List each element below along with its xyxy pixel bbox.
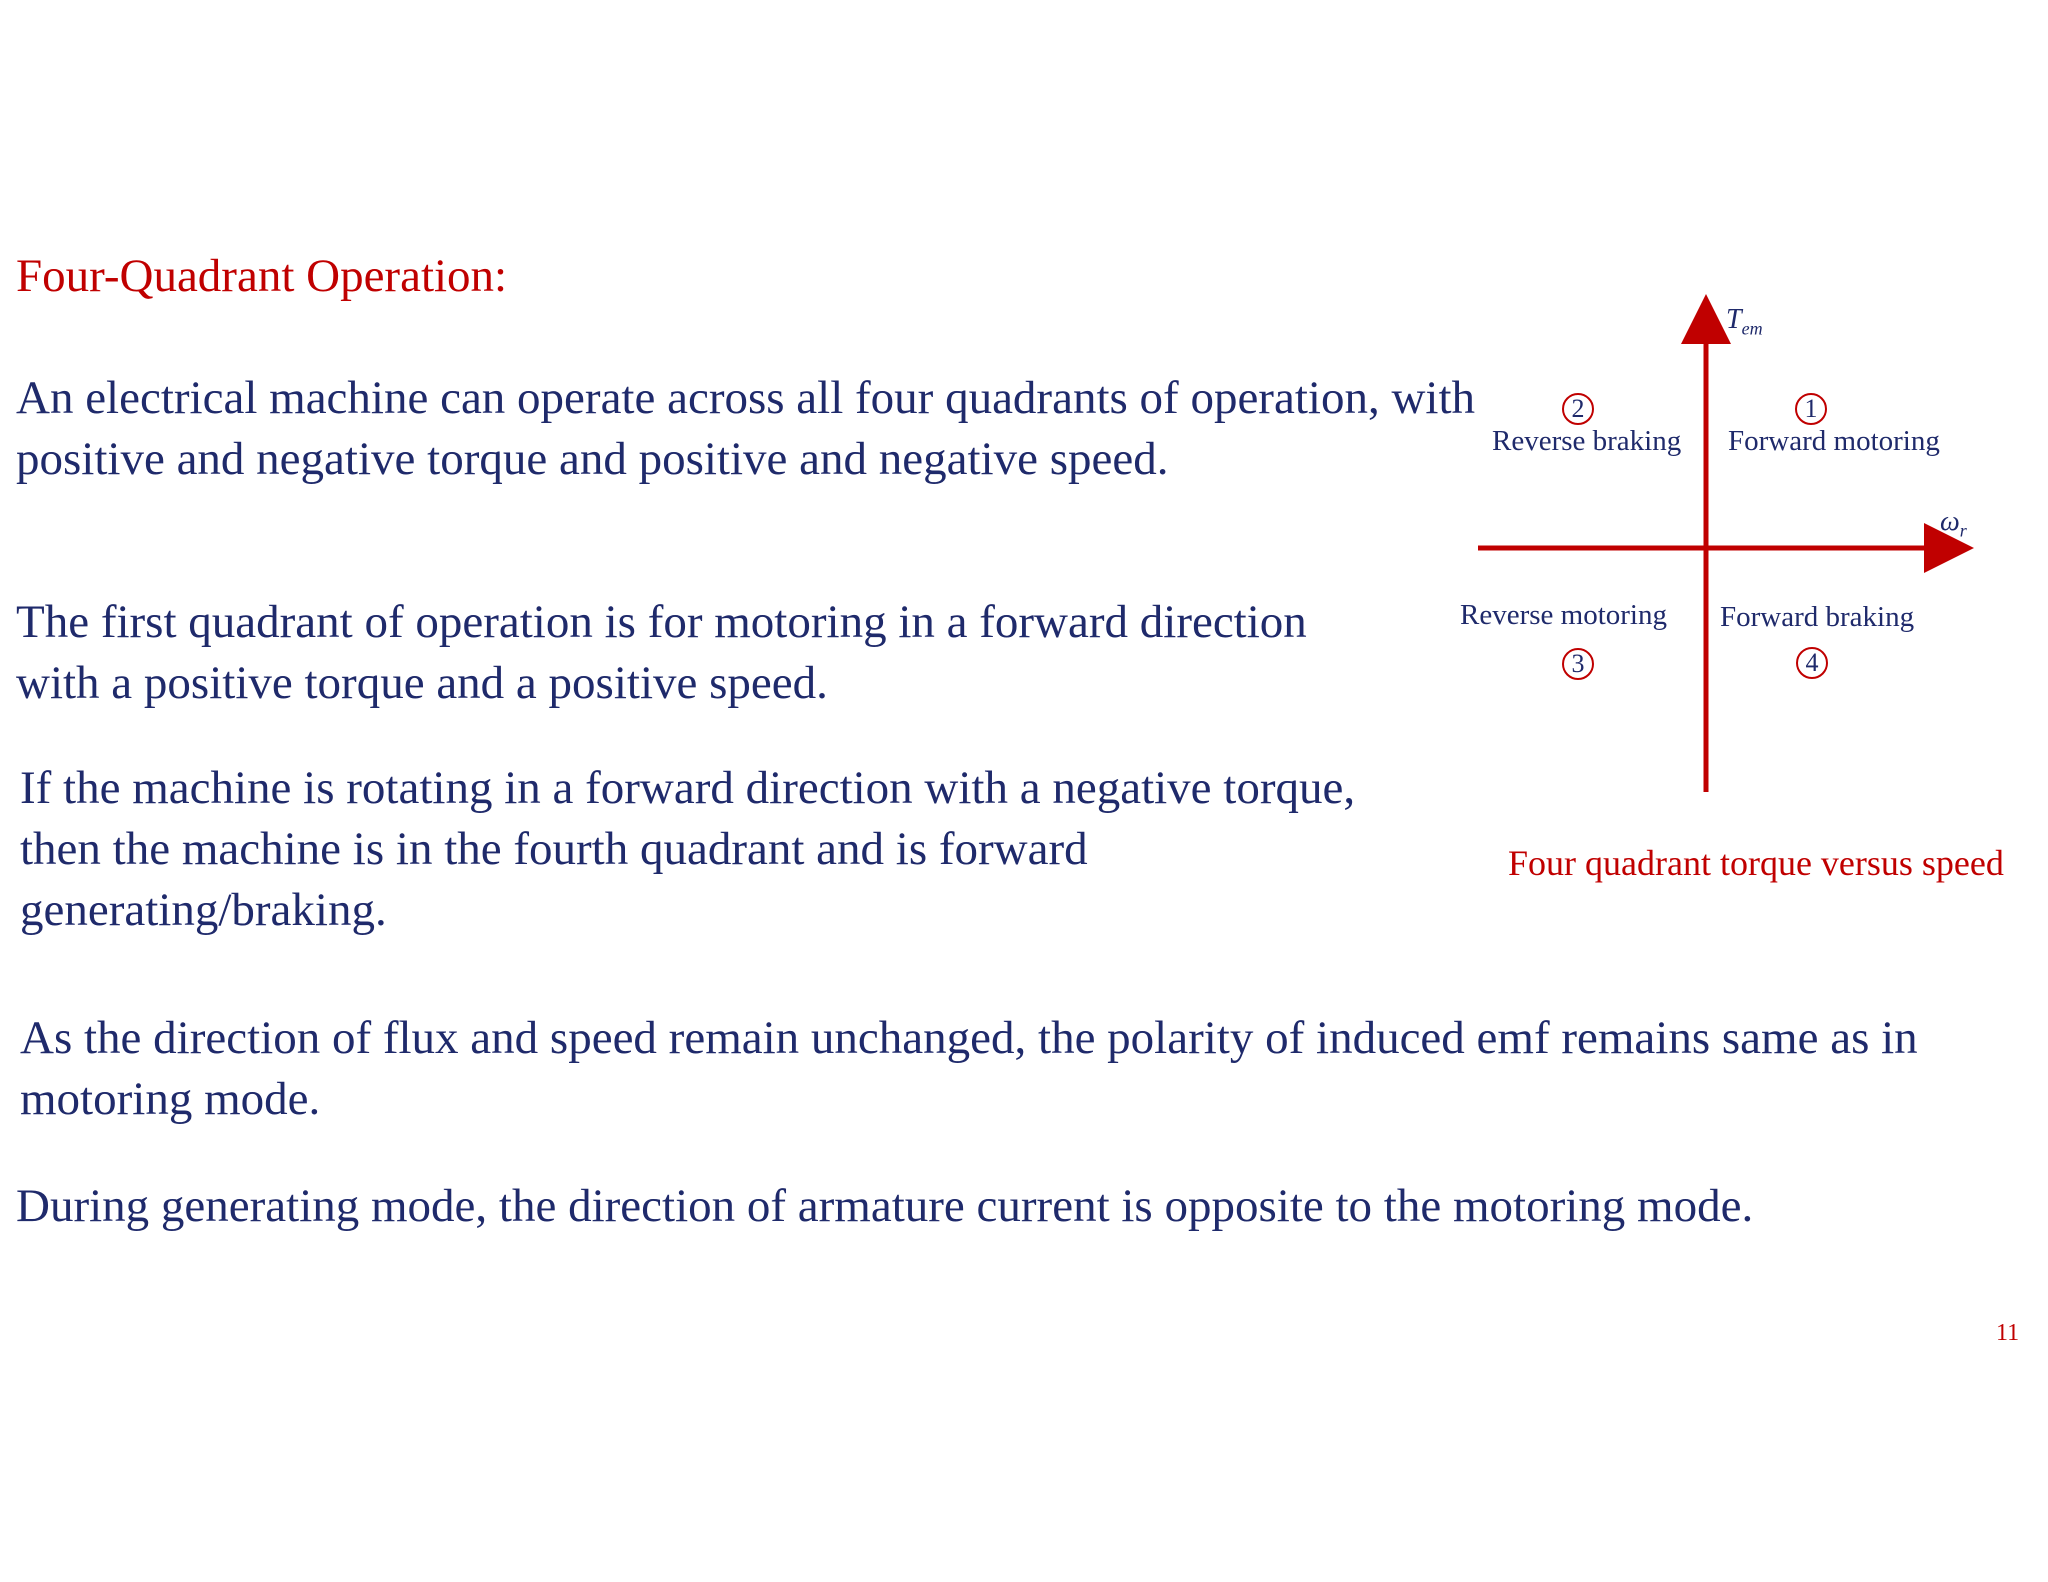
- paragraph-four-quadrants: An electrical machine can operate across all four quadrants of operation, with positive and negative torque and positive and negative speed.: [16, 372, 1475, 485]
- paragraph-emf-polarity: As the direction of flux and speed remain unchanged, the polarity of induced emf remains same as in motoring mode.: [20, 1012, 1918, 1125]
- paragraph-fourth-quadrant: If the machine is rotating in a forward direction with a negative torque, then the machine is in the fourth quadrant and is forward generating/braking.: [20, 762, 1356, 936]
- quadrant-4-number: 4: [1796, 647, 1828, 679]
- page-number: 11: [1996, 1320, 2020, 1346]
- quadrant-1-label: Forward motoring: [1728, 425, 1940, 457]
- diagram-caption: Four quadrant torque versus speed: [1508, 843, 2004, 883]
- quadrant-3-label: Reverse motoring: [1460, 599, 1667, 631]
- paragraph-first-quadrant: The first quadrant of operation is for motoring in a forward direction with a positive torque and a positive speed.: [16, 596, 1307, 709]
- quadrant-4-label: Forward braking: [1720, 601, 1915, 633]
- slide-title: Four-Quadrant Operation:: [16, 250, 508, 302]
- speed-axis-label: $\omega_r$: [1940, 506, 1967, 541]
- quadrant-2-number: 2: [1562, 393, 1594, 425]
- paragraph-armature-current: During generating mode, the direction of armature current is opposite to the motoring mode.: [16, 1180, 1754, 1232]
- quadrant-2-label: Reverse braking: [1492, 425, 1682, 457]
- quadrant-3-number: 3: [1562, 648, 1594, 680]
- quadrant-1-number: 1: [1795, 393, 1827, 425]
- torque-axis-label: $T_{em}$: [1726, 304, 1763, 339]
